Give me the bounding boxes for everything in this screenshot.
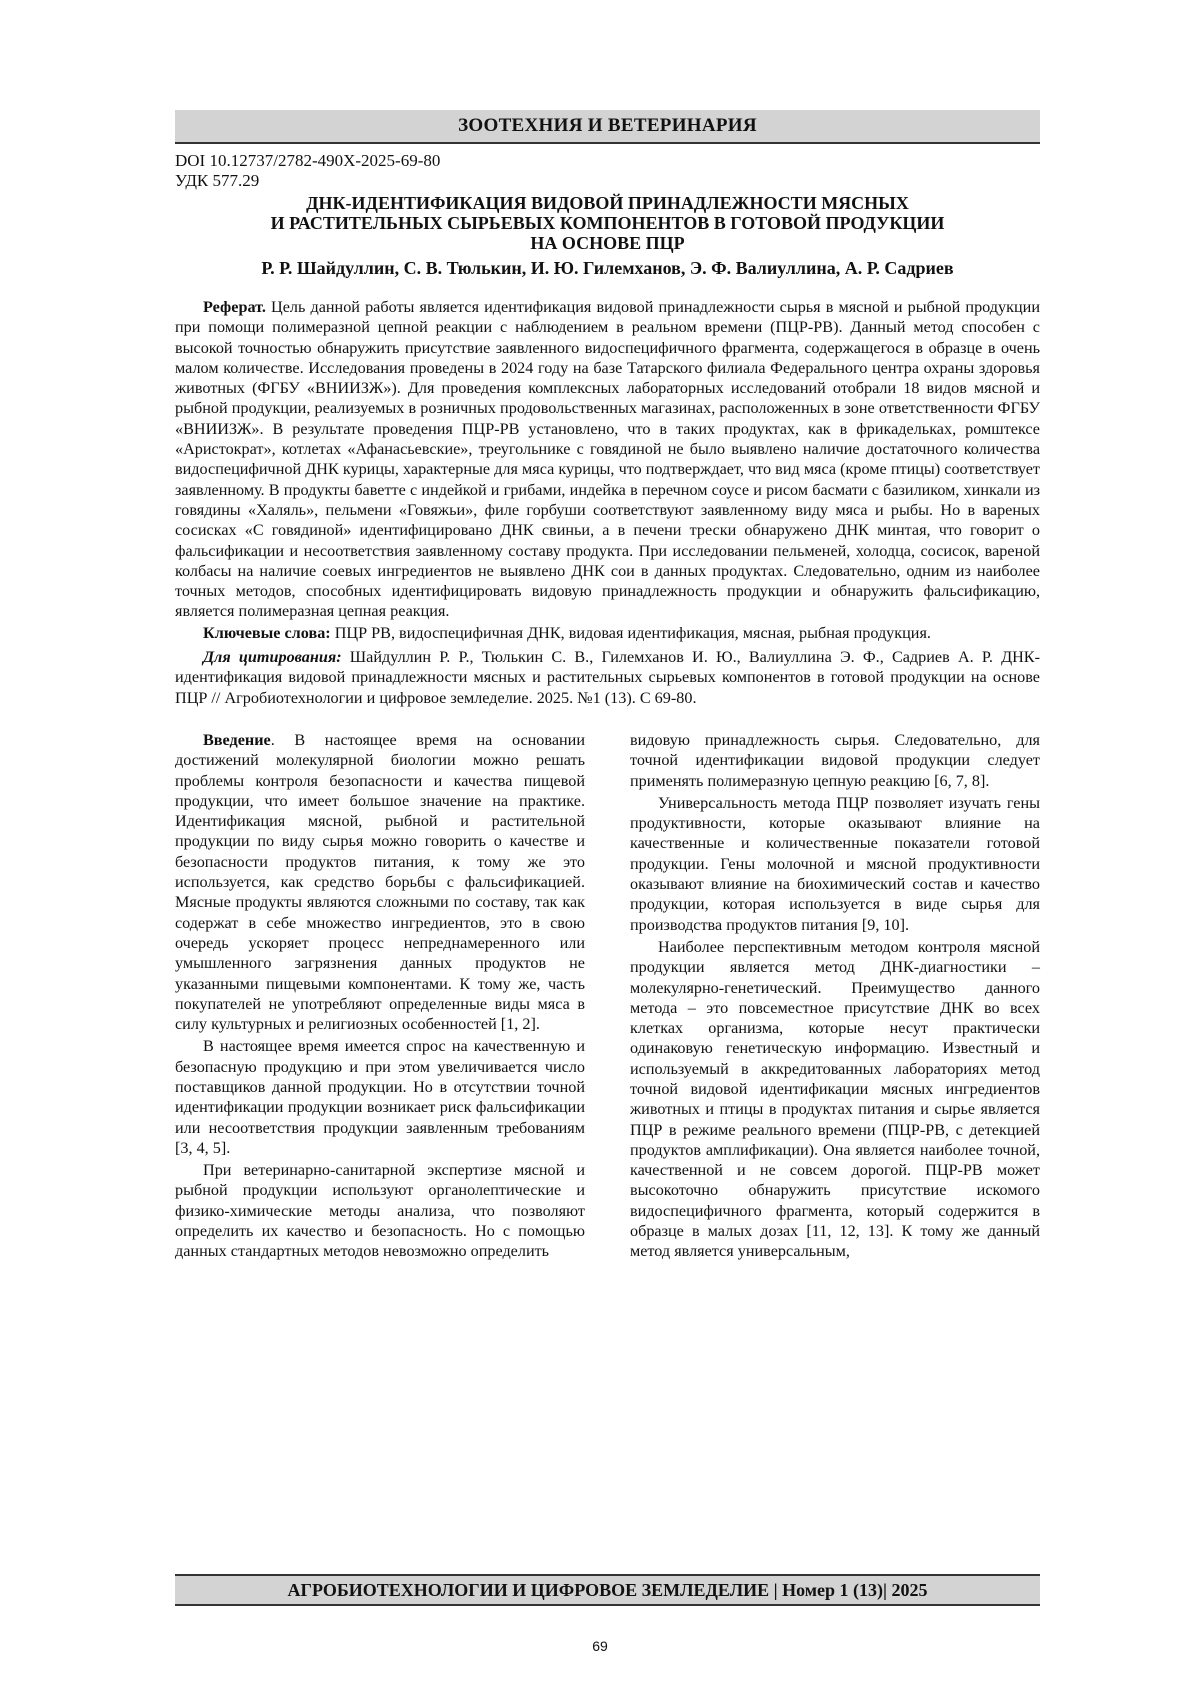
- article-page: [175, 110, 1040, 1262]
- abstract-block: [175, 297, 1040, 708]
- title-line-3: НА ОСНОВЕ ПЦР: [530, 233, 685, 253]
- article-meta: [175, 151, 1040, 191]
- left-column: [175, 730, 585, 1262]
- journal-footer: АГРОБИОТЕХНОЛОГИИ И ЦИФРОВОЕ ЗЕМЛЕДЕЛИЕ | Номер 1 (13)| 2025: [175, 1574, 1040, 1606]
- left-paragraph-1: . В настоящее время на основании достижений молекулярной биологии можно решать проблемы контроля безопасности и качества пищевой продукции, что имеет большое значение на практике. Идентификация мясной, рыбной и растительной продукции по виду сырья можно говорить о качестве и безопасности продуктов питания, к тому же это используется, как средство борьбы с фальсификацией. Мясные продукты являются сложными по составу, так как содержат в себе множество ингредиентов, это в свою очередь ускоряет процесс непреднамеренного или умышленного загрязнения данных продуктов не указанными пищевыми компонентами. К тому же, часть покупателей не употребляют определенные виды мяса в силу культурных и религиозных особенностей [1, 2].: [175, 730, 585, 1034]
- keywords-text: ПЦР РВ, видоспецифичная ДНК, видовая идентификация, мясная, рыбная продукция.: [330, 623, 931, 642]
- authors: Р. Р. Шайдуллин, С. В. Тюлькин, И. Ю. Гилемханов, Э. Ф. Валиуллина, А. Р. Садриев: [261, 258, 954, 278]
- title-line-2: И РАСТИТЕЛЬНЫХ СЫРЬЕВЫХ КОМПОНЕНТОВ В ГОТОВОЙ ПРОДУКЦИИ: [270, 213, 945, 233]
- citation: [175, 647, 1040, 708]
- keywords: [175, 623, 1040, 643]
- title-line-1: ДНК-ИДЕНТИФИКАЦИЯ ВИДОВОЙ ПРИНАДЛЕЖНОСТИ МЯСНЫХ: [306, 193, 909, 213]
- citation-label: Для цитирования:: [203, 648, 342, 667]
- udk: УДК 577.29: [175, 171, 260, 190]
- abstract: [175, 297, 1040, 622]
- intro-paragraph: [175, 730, 585, 1034]
- right-paragraph-3: Наиболее перспективным методом контроля мясной продукции является метод ДНК-диагностики – молекулярно-генетический. Преимущество данного метода – это повсеместное присутствие ДНК во всех клетках организма, которые несут практически одинаковую генетическую информацию. Известный и используемый в аккредитованных лабораториях метод точной видовой идентификации мясных ингредиентов животных и птицы в продуктах питания и сырье является ПЦР в режиме реального времени (ПЦР-РВ, с детекцией продуктов амплификации). Она является наиболее точной, качественной и не совсем дорогой. ПЦР-РВ может высокоточно обнаружить присутствие искомого видоспецифичного фрагмента, который содержится в образце в малых дозах [11, 12, 13]. К тому же данный метод является универсальным,: [630, 937, 1040, 1261]
- intro-label: Введение: [203, 730, 271, 749]
- citation-text: Шайдуллин Р. Р., Тюлькин С. В., Гилемханов И. Ю., Валиуллина Э. Ф., Садриев А. Р. ДНК-идентификация видовой принадлежности мясных и растительных сырьевых компонентов в готовой продукции на основе ПЦР // Агробиотехнологии и цифровое земледелие. 2025. №1 (13). С 69-80.: [175, 648, 1040, 707]
- right-paragraph-2: Универсальность метода ПЦР позволяет изучать гены продуктивности, которые оказывают влияние на качественные и количественные показатели готовой продукции. Гены молочной и мясной продуктивности оказывают влияние на биохимический состав и качество продукции, которая используется в виде сырья для производства продуктов питания [9, 10].: [630, 793, 1040, 934]
- page-number: 69: [592, 1638, 608, 1654]
- article-title: [175, 193, 1040, 253]
- keywords-label: Ключевые слова:: [203, 623, 331, 642]
- left-paragraph-2: В настоящее время имеется спрос на качественную и безопасную продукцию и при этом увеличивается число поставщиков данной продукции. Но в отсутствии точной идентификации продукции возникает риск фальсификации или несоответствия продукции заявленным требованиям [3, 4, 5].: [175, 1037, 585, 1157]
- abstract-text: Цель данной работы является идентификация видовой принадлежности сырья в мясной и рыбной продукции при помощи полимеразной цепной реакции с наблюдением в реальном времени (ПЦР-РВ). Данный метод способен с высокой точностью обнаружить присутствие заявленного видоспецифичного фрагмента, содержащегося в образце в очень малом количестве. Исследования проведены в 2024 году на базе Татарского филиала Федерального центра охраны здоровья животных (ФГБУ «ВНИИЗЖ»). Для проведения комплексных лабораторных исследований отобрали 18 видов мясной и рыбной продукции, реализуемых в розничных продовольственных магазинах, расположенных в зоне ответственности ФГБУ «ВНИИЗЖ». В результате проведения ПЦР-РВ установлено, что в таких продуктах, как в фрикадельках, ромштексе «Аристократ», котлетах «Афанасьевские», треугольнике с говядиной не было выявлено наличие достаточного количества видоспецифичной ДНК курицы, характерные для мяса курицы, что подтверждает, что вид мяса (кроме птицы) соответствует заявленному. В продукты баветте с индейкой и грибами, индейка в перечном соусе и рисом басмати с базиликом, хинкали из говядины «Халяль», пельмени «Говяжьи», филе горбуши соответствуют заявленному виду мяса и рыбы. Но в вареных сосисках «С говядиной» идентифицировано ДНК свиньи, а в печени трески обнаружено ДНК минтая, что говорит о фальсификации и несоответствия заявленному составу продукта. При исследовании пельменей, холодца, сосисок, вареной колбасы на наличие соевых ингредиентов не выявлено ДНК сои в данных продуктах. Следовательно, одним из наиболее точных методов, способных идентифицировать видовую принадлежность продукции и обнаружить фальсификацию, является полимеразная цепная реакция.: [175, 298, 1040, 621]
- left-paragraph-3: При ветеринарно-санитарной экспертизе мясной и рыбной продукции используют органолептические и физико-химические методы анализа, что позволяют определить их качество и безопасность. Но с помощью данных стандартных методов невозможно определить: [175, 1161, 585, 1261]
- doi[interactable]: DOI 10.12737/2782-490X-2025-69-80: [175, 151, 441, 170]
- right-paragraph-1: видовую принадлежность сырья. Следовательно, для точной идентификации видовой продукции следует применять полимеразную цепную реакцию [6, 7, 8].: [630, 730, 1040, 790]
- abstract-label: Реферат.: [203, 298, 266, 316]
- body-columns: [175, 730, 1040, 1262]
- right-column: [630, 730, 1040, 1262]
- section-header: ЗООТЕХНИЯ И ВЕТЕРИНАРИЯ: [175, 110, 1040, 144]
